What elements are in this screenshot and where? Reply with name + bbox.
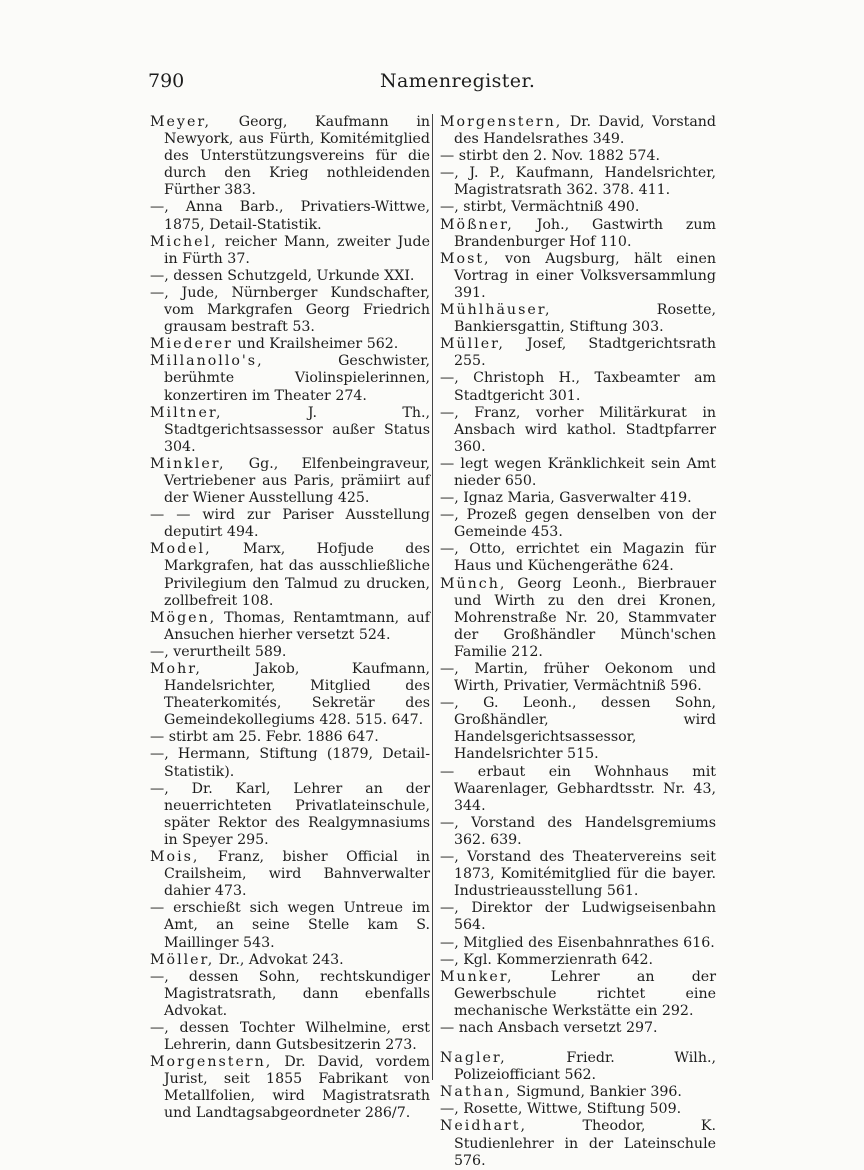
entry-name: Model, [150,541,212,558]
entry-text: Franz, bisher Official in Crailsheim, wird Bahnverwalter dahier 473. [164,849,430,900]
index-entry [440,165,716,199]
entry-text: Georg, Kaufmann in Newyork, aus Fürth, Komitémitglied des Unterstützungsvereins für die durch den Krieg nothleidenden Fürther 383. [164,114,430,199]
entry-text: —, Ignaz Maria, Gasverwalter 419. [440,490,692,507]
entry-text: Sigmund, Bankier 396. [511,1084,682,1101]
entry-text: —, Anna Barb., Privatiers-Wittwe, 1875, Detail-Statistik. [150,199,430,233]
entry-name: Morgenstern, [440,114,563,130]
column-divider [432,114,433,1080]
index-entry [150,900,430,951]
index-entry [440,1050,716,1084]
index-entry [150,353,430,404]
index-entry [440,900,716,934]
index-entry [440,1101,716,1118]
index-entry [440,576,716,661]
index-entry [150,336,430,353]
entry-text: —, Otto, errichtet ein Magazin für Haus und Küchengeräthe 624. [440,541,716,575]
index-entry [150,199,430,233]
entry-text: —, Prozeß gegen denselben von der Gemeinde 453. [440,507,716,541]
entry-text: Josef, Stadtgerichtsrath 255. [454,336,716,370]
index-entry [440,952,716,969]
entry-text: — erbaut ein Wohnhaus mit Waarenlager, Gebhardtsstr. Nr. 43, 344. [440,763,716,814]
entry-text: Thomas, Rentamtmann, auf Ansuchen hierher versetzt 524. [164,609,430,643]
entry-text: —, J. P., Kaufmann, Handelsrichter, Magistratsrath 362. 378. 411. [440,165,716,199]
index-entry [440,114,716,148]
entry-text: Lehrer an der Gewerbschule richtet eine mechanische Werkstätte ein 292. [454,968,716,1019]
index-entry [150,234,430,268]
index-entry [150,729,430,746]
index-entry [150,610,430,644]
running-head: Namenregister. [380,70,536,92]
index-entry [150,849,430,900]
index-entry [440,251,716,302]
index-entry [150,661,430,729]
entry-text: Gg., Elfenbeingraveur, Vertriebener aus Paris, prämiirt auf der Wiener Ausstellung 425. [164,455,430,507]
index-entry [440,507,716,541]
entry-name: Möller, [150,951,215,968]
index-entry [440,541,716,575]
entry-text: —, Jude, Nürnberger Kundschafter, vom Markgrafen Georg Friedrich grausam bestraft 53. [150,284,430,336]
index-entry [150,781,430,849]
entry-text: —, Christoph H., Taxbeamter am Stadtgericht 301. [440,370,716,404]
page-number: 790 [148,70,185,92]
index-entry [150,268,430,285]
entry-text: reicher Mann, zweiter Jude in Fürth 37. [164,233,430,267]
entry-text: — nach Ansbach versetzt 297. [440,1019,658,1036]
entry-text: —, Rosette, Wittwe, Stiftung 509. [440,1101,682,1118]
entry-text: —, Hermann, Stiftung (1879, Detail-Statistik). [150,746,430,780]
index-entry [150,1020,430,1054]
entry-text: —, Dr. Karl, Lehrer an der neuerrichteten Privatlateinschule, später Rektor des Realgymnasiums in Speyer 295. [150,780,430,848]
index-entry [440,764,716,815]
entry-name: Nagler, [440,1050,507,1067]
entry-text: Joh., Gastwirth zum Brandenburger Hof 110. [454,216,716,250]
index-entry [150,1054,430,1122]
entry-text: Dr., Advokat 243. [214,951,344,968]
entry-text: —, Kgl. Kommerzienrath 642. [440,951,654,968]
index-entry [440,1118,716,1169]
index-entry [440,969,716,1020]
entry-text: von Augsburg, hält einen Vortrag in einer Volksversammlung 391. [454,250,716,301]
left-column [150,114,430,1123]
entry-text: —, dessen Tochter Wilhelmine, erst Lehrerin, dann Gutsbesitzerin 273. [150,1019,430,1054]
index-entry [440,148,716,165]
entry-text: —, Franz, vorher Militärkurat in Ansbach wird kathol. Stadtpfarrer 360. [440,404,716,455]
index-entry [150,405,430,456]
right-column [440,114,716,1170]
entry-text: und Krailsheimer 562. [232,336,399,353]
entry-text: —, G. Leonh., dessen Sohn, Großhändler, wird Handelsgerichtsassessor, Handelsrichter 515. [440,695,716,763]
index-entry [150,285,430,336]
entry-text: — — wird zur Pariser Ausstellung deputirt 494. [150,507,430,541]
entry-text: —, Mitglied des Eisenbahnrathes 616. [440,934,715,951]
index-entry [150,114,430,199]
entry-text: Geschwister, berühmte Violinspielerinnen, konzertiren im Theater 274. [164,353,430,404]
entry-name: Mößner, [440,216,514,233]
entry-text: — erschießt sich wegen Untreue im Amt, an seine Stelle kam S. Maillinger 543. [150,900,430,951]
index-entry [440,405,716,456]
index-entry [440,661,716,695]
entry-name: Münch, [440,575,507,592]
index-entry [150,507,430,541]
entry-name: Morgenstern, [150,1054,273,1071]
entry-text: — stirbt den 2. Nov. 1882 574. [440,148,660,165]
index-entry [150,952,430,969]
entry-name: Mohr, [150,661,202,677]
entry-name: Neidhart, [440,1118,528,1135]
entry-name: Nathan, [440,1084,512,1101]
entry-text: —, verurtheilt 589. [150,643,287,660]
index-entry [440,336,716,370]
index-entry [440,935,716,952]
index-entry [440,1020,716,1037]
entry-text: Georg Leonh., Bierbrauer und Wirth zu den drei Kronen, Mohrenstraße Nr. 20, Stammvater der Großhändler Münch'schen Familie 212. [454,575,716,660]
index-entry [440,370,716,404]
entry-name: Millanollo's, [150,353,264,370]
index-entry [440,302,716,336]
index-entry [440,815,716,849]
entry-text: Friedr. Wilh., Polizeiofficiant 562. [454,1050,716,1084]
entry-name: Michel, [150,233,218,250]
entry-name: Meyer, [150,114,212,130]
entry-name: Mögen, [150,609,217,626]
index-entry [150,746,430,780]
entry-text: —, Martin, früher Oekonom und Wirth, Privatier, Vermächtniß 596. [440,661,716,695]
entry-text: —, stirbt, Vermächtniß 490. [440,199,640,216]
entry-name: Miederer [150,336,233,353]
index-entry [150,456,430,507]
index-entry [440,695,716,763]
index-entry [440,456,716,490]
entry-text: J. Th., Stadtgerichtsassessor außer Status 304. [164,404,430,455]
index-entry [440,490,716,507]
entry-name: Munker, [440,968,514,985]
index-entry [150,644,430,661]
entry-name: Müller, [440,336,505,353]
index-entry [440,217,716,251]
entry-text: — legt wegen Kränklichkeit sein Amt nieder 650. [440,455,716,489]
index-entry [150,969,430,1020]
entry-text: Marx, Hofjude des Markgrafen, hat das ausschließliche Privilegium den Talmud zu drucken, zollbefreit 108. [164,541,430,609]
index-entry [440,1084,716,1101]
entry-text: Theodor, K. Studienlehrer in der Lateinschule 576. [454,1118,716,1169]
entry-text: — stirbt am 25. Febr. 1886 647. [150,729,379,746]
entry-name: Minkler, [150,455,226,472]
entry-name: Mois, [150,849,200,866]
entry-text: Dr. David, Vorstand des Handelsrathes 349. [454,114,716,148]
entry-name: Mühlhäuser, [440,302,552,319]
entry-text: Jakob, Kaufmann, Handelsrichter, Mitglied des Theaterkomités, Sekretär des Gemeindekollegiums 428. 515. 647. [164,661,430,729]
entry-text: Rosette, Bankiersgattin, Stiftung 303. [454,302,716,336]
entry-text: —, Vorstand des Theatervereins seit 1873, Komitémitglied für die bayer. Industrieausstellung 561. [440,849,716,900]
entry-text: —, Vorstand des Handelsgremiums 362. 639. [440,814,716,848]
entry-text: —, dessen Schutzgeld, Urkunde XXI. [150,267,415,284]
index-entry [150,541,430,609]
index-entry [440,849,716,900]
entry-text: —, dessen Sohn, rechtskundiger Magistratsrath, dann ebenfalls Advokat. [150,968,430,1019]
entry-text: —, Direktor der Ludwigseisenbahn 564. [440,900,716,934]
index-entry [440,199,716,216]
entry-text: Dr. David, vordem Jurist, seit 1855 Fabrikant von Metallfolien, wird Magistratsrath und Landtagsabgeordneter 286/7. [164,1054,430,1122]
entry-name: Most, [440,250,491,267]
entry-name: Miltner, [150,404,223,421]
